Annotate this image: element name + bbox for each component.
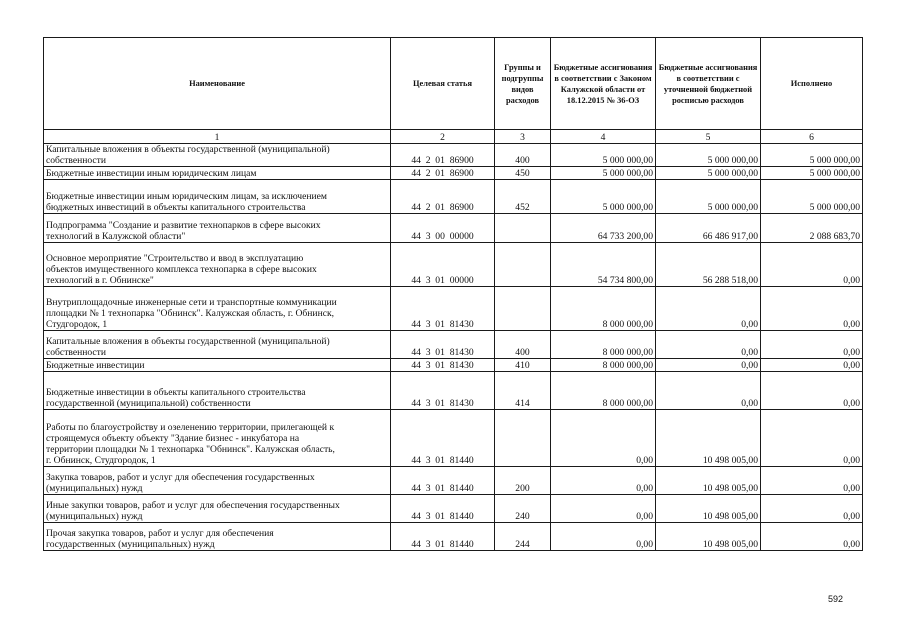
row-target-article: 44 3 01 81440 xyxy=(391,410,495,467)
row-refined-amount: 56 288 518,00 xyxy=(656,243,761,287)
table-row xyxy=(44,495,863,523)
row-target-article: 44 3 01 81440 xyxy=(391,523,495,551)
row-law-amount: 64 733 200,00 xyxy=(551,214,656,243)
column-number: 3 xyxy=(495,130,551,144)
row-refined-amount: 66 486 917,00 xyxy=(656,214,761,243)
row-name: Внутриплощадочные инженерные сети и транспортные коммуникации площадки № 1 технопарка "Обнинск". Калужская область, г. Обнинск, Студгородок, 1 xyxy=(44,287,391,331)
row-refined-amount: 10 498 005,00 xyxy=(656,410,761,467)
row-law-amount: 5 000 000,00 xyxy=(551,144,656,167)
table-row xyxy=(44,144,863,167)
row-expense-group: 244 xyxy=(495,523,551,551)
row-expense-group: 410 xyxy=(495,359,551,372)
row-law-amount: 5 000 000,00 xyxy=(551,180,656,214)
table-row xyxy=(44,467,863,495)
header-target-article: Целевая статья xyxy=(391,38,495,130)
row-target-article: 44 3 00 00000 xyxy=(391,214,495,243)
row-name: Капитальные вложения в объекты государственной (муниципальной) собственности xyxy=(44,144,391,167)
column-number-row xyxy=(44,130,863,144)
row-name: Работы по благоустройству и озеленению территории, прилегающей к строящемуся объекту объекту "Здание бизнес - инкубатора на территории площадки № 1 технопарка "Обнинск". Калужская область, г. Обнинск, Студгородок, 1 xyxy=(44,410,391,467)
row-target-article: 44 3 01 00000 xyxy=(391,243,495,287)
row-expense-group: 200 xyxy=(495,467,551,495)
row-refined-amount: 10 498 005,00 xyxy=(656,523,761,551)
column-number: 4 xyxy=(551,130,656,144)
row-law-amount: 8 000 000,00 xyxy=(551,359,656,372)
table-row xyxy=(44,167,863,180)
row-refined-amount: 5 000 000,00 xyxy=(656,167,761,180)
row-executed-amount: 0,00 xyxy=(761,523,863,551)
row-name: Бюджетные инвестиции xyxy=(44,359,391,372)
row-law-amount: 0,00 xyxy=(551,410,656,467)
column-number: 2 xyxy=(391,130,495,144)
row-target-article: 44 3 01 81430 xyxy=(391,287,495,331)
row-law-amount: 8 000 000,00 xyxy=(551,372,656,410)
row-name: Подпрограмма "Создание и развитие технопарков в сфере высоких технологий в Калужской области" xyxy=(44,214,391,243)
table-row xyxy=(44,180,863,214)
row-refined-amount: 5 000 000,00 xyxy=(656,180,761,214)
row-name: Бюджетные инвестиции в объекты капитального строительства государственной (муниципальной) собственности xyxy=(44,372,391,410)
row-target-article: 44 2 01 86900 xyxy=(391,167,495,180)
budget-table xyxy=(43,37,863,551)
table-row xyxy=(44,523,863,551)
row-expense-group xyxy=(495,287,551,331)
row-executed-amount: 5 000 000,00 xyxy=(761,144,863,167)
row-name: Капитальные вложения в объекты государственной (муниципальной) собственности xyxy=(44,331,391,359)
page-number: 592 xyxy=(828,594,844,604)
header-law-allocations: Бюджетные ассигнования в соответствии с Законом Калужской области от 18.12.2015 № 36-ОЗ xyxy=(551,38,656,130)
header-expense-groups: Группы и подгруппы видов расходов xyxy=(495,38,551,130)
row-refined-amount: 5 000 000,00 xyxy=(656,144,761,167)
row-executed-amount: 0,00 xyxy=(761,287,863,331)
row-target-article: 44 3 01 81440 xyxy=(391,467,495,495)
row-target-article: 44 3 01 81430 xyxy=(391,372,495,410)
row-name: Закупка товаров, работ и услуг для обеспечения государственных (муниципальных) нужд xyxy=(44,467,391,495)
row-law-amount: 8 000 000,00 xyxy=(551,287,656,331)
row-law-amount: 0,00 xyxy=(551,523,656,551)
row-expense-group: 400 xyxy=(495,144,551,167)
row-name: Бюджетные инвестиции иным юридическим лицам xyxy=(44,167,391,180)
row-refined-amount: 0,00 xyxy=(656,359,761,372)
table-row xyxy=(44,372,863,410)
table-row xyxy=(44,214,863,243)
table-row xyxy=(44,359,863,372)
table-row xyxy=(44,287,863,331)
row-executed-amount: 5 000 000,00 xyxy=(761,167,863,180)
table-row xyxy=(44,243,863,287)
row-expense-group: 450 xyxy=(495,167,551,180)
row-name: Иные закупки товаров, работ и услуг для обеспечения государственных (муниципальных) нужд xyxy=(44,495,391,523)
row-target-article: 44 3 01 81430 xyxy=(391,359,495,372)
row-expense-group xyxy=(495,214,551,243)
row-target-article: 44 3 01 81430 xyxy=(391,331,495,359)
row-refined-amount: 10 498 005,00 xyxy=(656,495,761,523)
header-name: Наименование xyxy=(44,38,391,130)
row-executed-amount: 0,00 xyxy=(761,359,863,372)
row-expense-group xyxy=(495,243,551,287)
row-expense-group: 400 xyxy=(495,331,551,359)
row-executed-amount: 5 000 000,00 xyxy=(761,180,863,214)
row-refined-amount: 10 498 005,00 xyxy=(656,467,761,495)
row-target-article: 44 3 01 81440 xyxy=(391,495,495,523)
row-executed-amount: 0,00 xyxy=(761,243,863,287)
row-law-amount: 0,00 xyxy=(551,467,656,495)
row-expense-group: 240 xyxy=(495,495,551,523)
row-law-amount: 54 734 800,00 xyxy=(551,243,656,287)
row-expense-group: 414 xyxy=(495,372,551,410)
row-refined-amount: 0,00 xyxy=(656,287,761,331)
row-executed-amount: 0,00 xyxy=(761,495,863,523)
row-executed-amount: 0,00 xyxy=(761,372,863,410)
row-expense-group xyxy=(495,410,551,467)
header-row xyxy=(44,38,863,130)
row-law-amount: 8 000 000,00 xyxy=(551,331,656,359)
column-number: 1 xyxy=(44,130,391,144)
row-name: Основное мероприятие "Строительство и ввод в эксплуатацию объектов имущественного комплекса технопарка в сфере высоких технологий в г. Обнинске" xyxy=(44,243,391,287)
row-law-amount: 5 000 000,00 xyxy=(551,167,656,180)
row-name: Бюджетные инвестиции иным юридическим лицам, за исключением бюджетных инвестиций в объекты капитального строительства xyxy=(44,180,391,214)
row-name: Прочая закупка товаров, работ и услуг для обеспечения государственных (муниципальных) нужд xyxy=(44,523,391,551)
header-refined-allocations: Бюджетные ассигнования в соответствии с уточненной бюджетной росписью расходов xyxy=(656,38,761,130)
row-expense-group: 452 xyxy=(495,180,551,214)
row-refined-amount: 0,00 xyxy=(656,331,761,359)
column-number: 5 xyxy=(656,130,761,144)
column-number: 6 xyxy=(761,130,863,144)
row-target-article: 44 2 01 86900 xyxy=(391,180,495,214)
row-executed-amount: 0,00 xyxy=(761,467,863,495)
row-refined-amount: 0,00 xyxy=(656,372,761,410)
row-target-article: 44 2 01 86900 xyxy=(391,144,495,167)
row-executed-amount: 0,00 xyxy=(761,331,863,359)
header-executed: Исполнено xyxy=(761,38,863,130)
row-law-amount: 0,00 xyxy=(551,495,656,523)
row-executed-amount: 2 088 683,70 xyxy=(761,214,863,243)
table-row xyxy=(44,410,863,467)
table-row xyxy=(44,331,863,359)
row-executed-amount: 0,00 xyxy=(761,410,863,467)
